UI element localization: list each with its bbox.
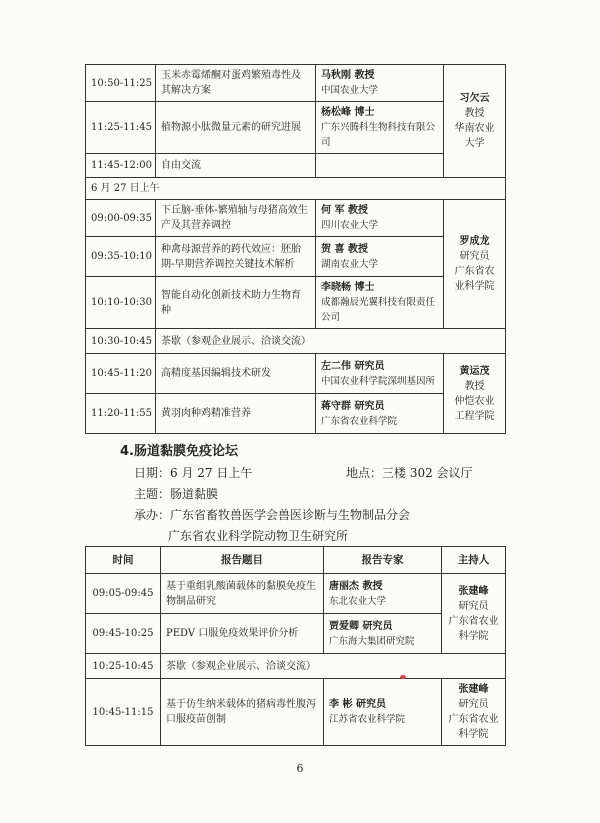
host-org-cont: 科学院 [458, 630, 489, 642]
topic-cell: 智能自动化创新技术助力生物育种 [156, 277, 316, 329]
speaker-affiliation: 中国农业科学院深圳基因所 [321, 375, 436, 387]
host-title: 研究员 [458, 600, 489, 612]
topic-cell: PEDV 口服免疫效果评价分析 [161, 614, 324, 654]
speaker-cell [316, 354, 444, 394]
speaker-affiliation: 广东兴腾科生物科技有限公司 [321, 122, 436, 148]
forum-title: 4.肠道黏膜免疫论坛 [120, 444, 238, 459]
time-cell: 11:20-11:55 [86, 394, 156, 434]
break-row [86, 654, 506, 679]
break-cell: 茶歇（参观企业展示、洽谈交流） [161, 654, 506, 679]
host-title: 教授 [464, 108, 485, 119]
speaker-cell [316, 237, 444, 277]
table-row [86, 65, 506, 102]
host-cell [442, 679, 506, 746]
time-cell: 09:35-10:10 [86, 237, 156, 277]
time-cell: 10:10-10:30 [86, 277, 156, 329]
time-cell: 10:45-11:15 [86, 679, 161, 746]
table-row [86, 394, 506, 434]
schedule-table-2 [85, 546, 506, 746]
host-org: 广东省农业 [448, 615, 499, 627]
speaker-name: 贺 喜 教授 [321, 243, 368, 255]
schedule-table-1 [85, 64, 506, 434]
speaker-name: 贾爱卿 研究员 [329, 620, 393, 632]
time-cell: 09:45-10:25 [86, 614, 161, 654]
table-row [86, 354, 506, 394]
host-cell [442, 574, 506, 654]
table-row [86, 679, 506, 746]
host-name: 张建峰 [458, 684, 489, 695]
speaker-name: 唐丽杰 教授 [329, 580, 383, 592]
speaker-affiliation: 广东海大集团研究院 [329, 635, 415, 647]
host-org: 华南农业 [454, 123, 495, 134]
speaker-cell [324, 679, 442, 746]
time-cell: 11:25-11:45 [86, 102, 156, 154]
speaker-name: 马秋刚 教授 [321, 70, 375, 81]
header-speaker: 报告专家 [324, 547, 442, 574]
host-name: 黄运茂 [459, 365, 490, 377]
speaker-name: 蒋守群 研究员 [321, 400, 385, 412]
host-org-cont: 大学 [464, 138, 485, 149]
speaker-affiliation: 中国农业大学 [321, 85, 379, 96]
speaker-name: 何 军 教授 [321, 205, 368, 216]
topic-cell: 基于重组乳酸菌载体的黏膜免疫生物制品研究 [161, 574, 324, 614]
table-header-row [86, 547, 506, 574]
forum-theme: 主题：肠道黏膜 [134, 487, 219, 501]
time-cell: 10:45-11:20 [86, 354, 156, 394]
speaker-cell [324, 574, 442, 614]
break-cell: 茶歇（参观企业展示、洽谈交流） [156, 329, 506, 354]
time-cell: 09:00-09:35 [86, 200, 156, 237]
speaker-cell [324, 614, 442, 654]
header-time: 时间 [86, 547, 161, 574]
host-org-cont: 工程学院 [454, 410, 495, 422]
forum-date-line [134, 464, 473, 481]
table-row [86, 154, 506, 178]
host-title: 研究员 [458, 699, 489, 710]
speaker-affiliation: 广东省农业科学院 [321, 415, 398, 427]
topic-cell: 植物源小肽微量元素的研究进展 [156, 102, 316, 154]
forum-organizer-cont: 广东省农业科学院动物卫生研究所 [168, 529, 349, 543]
topic-cell: 下丘脑-垂体-繁殖轴与母猪高效生产及其营养调控 [156, 200, 316, 237]
time-cell: 10:50-11:25 [86, 65, 156, 102]
page-number: 6 [296, 762, 304, 775]
time-cell: 10:25-10:45 [86, 654, 161, 679]
host-title: 研究员 [459, 251, 490, 262]
speaker-cell [316, 394, 444, 434]
speaker-cell [316, 200, 444, 237]
host-title: 教授 [464, 380, 485, 392]
host-cell [444, 354, 506, 434]
topic-cell: 黄羽肉种鸡精准营养 [156, 394, 316, 434]
host-org: 广东省农 [454, 266, 495, 277]
speaker-affiliation: 成都瀚辰光翼科技有限责任公司 [321, 297, 436, 323]
table-row [86, 277, 506, 329]
session-date: 6 月 27 日上午 [86, 178, 506, 200]
host-cell [444, 65, 506, 178]
table-row [86, 237, 506, 277]
forum-date: 日期：6 月 27 日上午 [134, 466, 253, 480]
table-row [86, 102, 506, 154]
host-org: 广东省农业 [448, 714, 499, 725]
header-host: 主持人 [442, 547, 506, 574]
header-topic: 报告题目 [161, 547, 324, 574]
time-cell: 11:45-12:00 [86, 154, 156, 178]
speaker-name: 李晓畅 博士 [321, 282, 375, 293]
topic-cell: 种禽母源营养的跨代效应：胚胎期-早期营养调控关键技术解析 [156, 237, 316, 277]
time-cell: 09:05-09:45 [86, 574, 161, 614]
table-row [86, 200, 506, 237]
ink-mark [400, 675, 406, 679]
host-org-cont: 科学院 [458, 729, 489, 740]
date-row [86, 178, 506, 200]
speaker-cell [316, 102, 444, 154]
time-cell: 10:30-10:45 [86, 329, 156, 354]
topic-cell: 自由交流 [156, 154, 316, 178]
host-name: 习欠云 [459, 93, 490, 104]
speaker-affiliation: 江苏省农业科学院 [329, 714, 406, 725]
host-name: 罗成龙 [459, 236, 490, 247]
speaker-affiliation: 湖南农业大学 [321, 258, 379, 270]
speaker-name: 李 彬 研究员 [329, 699, 386, 710]
speaker-name: 杨松峰 博士 [321, 107, 375, 118]
topic-cell: 高精度基因编辑技术研发 [156, 354, 316, 394]
speaker-cell [316, 277, 444, 329]
speaker-cell [316, 65, 444, 102]
forum-location: 地点：三楼 302 会议厅 [346, 466, 473, 480]
topic-cell: 玉米赤霉烯酮对蛋鸡繁殖毒性及其解决方案 [156, 65, 316, 102]
host-org: 仲恺农业 [454, 395, 495, 407]
speaker-name: 左二伟 研究员 [321, 360, 385, 372]
table-row [86, 574, 506, 614]
speaker-affiliation: 东北农业大学 [329, 595, 387, 607]
host-name: 张建峰 [458, 585, 489, 597]
forum-organizer: 承办：广东省畜牧兽医学会兽医诊断与生物制品分会 [134, 508, 411, 522]
host-cell [444, 200, 506, 329]
host-org-cont: 业科学院 [454, 281, 495, 292]
topic-cell: 基于仿生纳米载体的猪病毒性腹泻口服疫苗创制 [161, 679, 324, 746]
break-row [86, 329, 506, 354]
speaker-cell [316, 154, 444, 178]
speaker-affiliation: 四川农业大学 [321, 220, 379, 231]
